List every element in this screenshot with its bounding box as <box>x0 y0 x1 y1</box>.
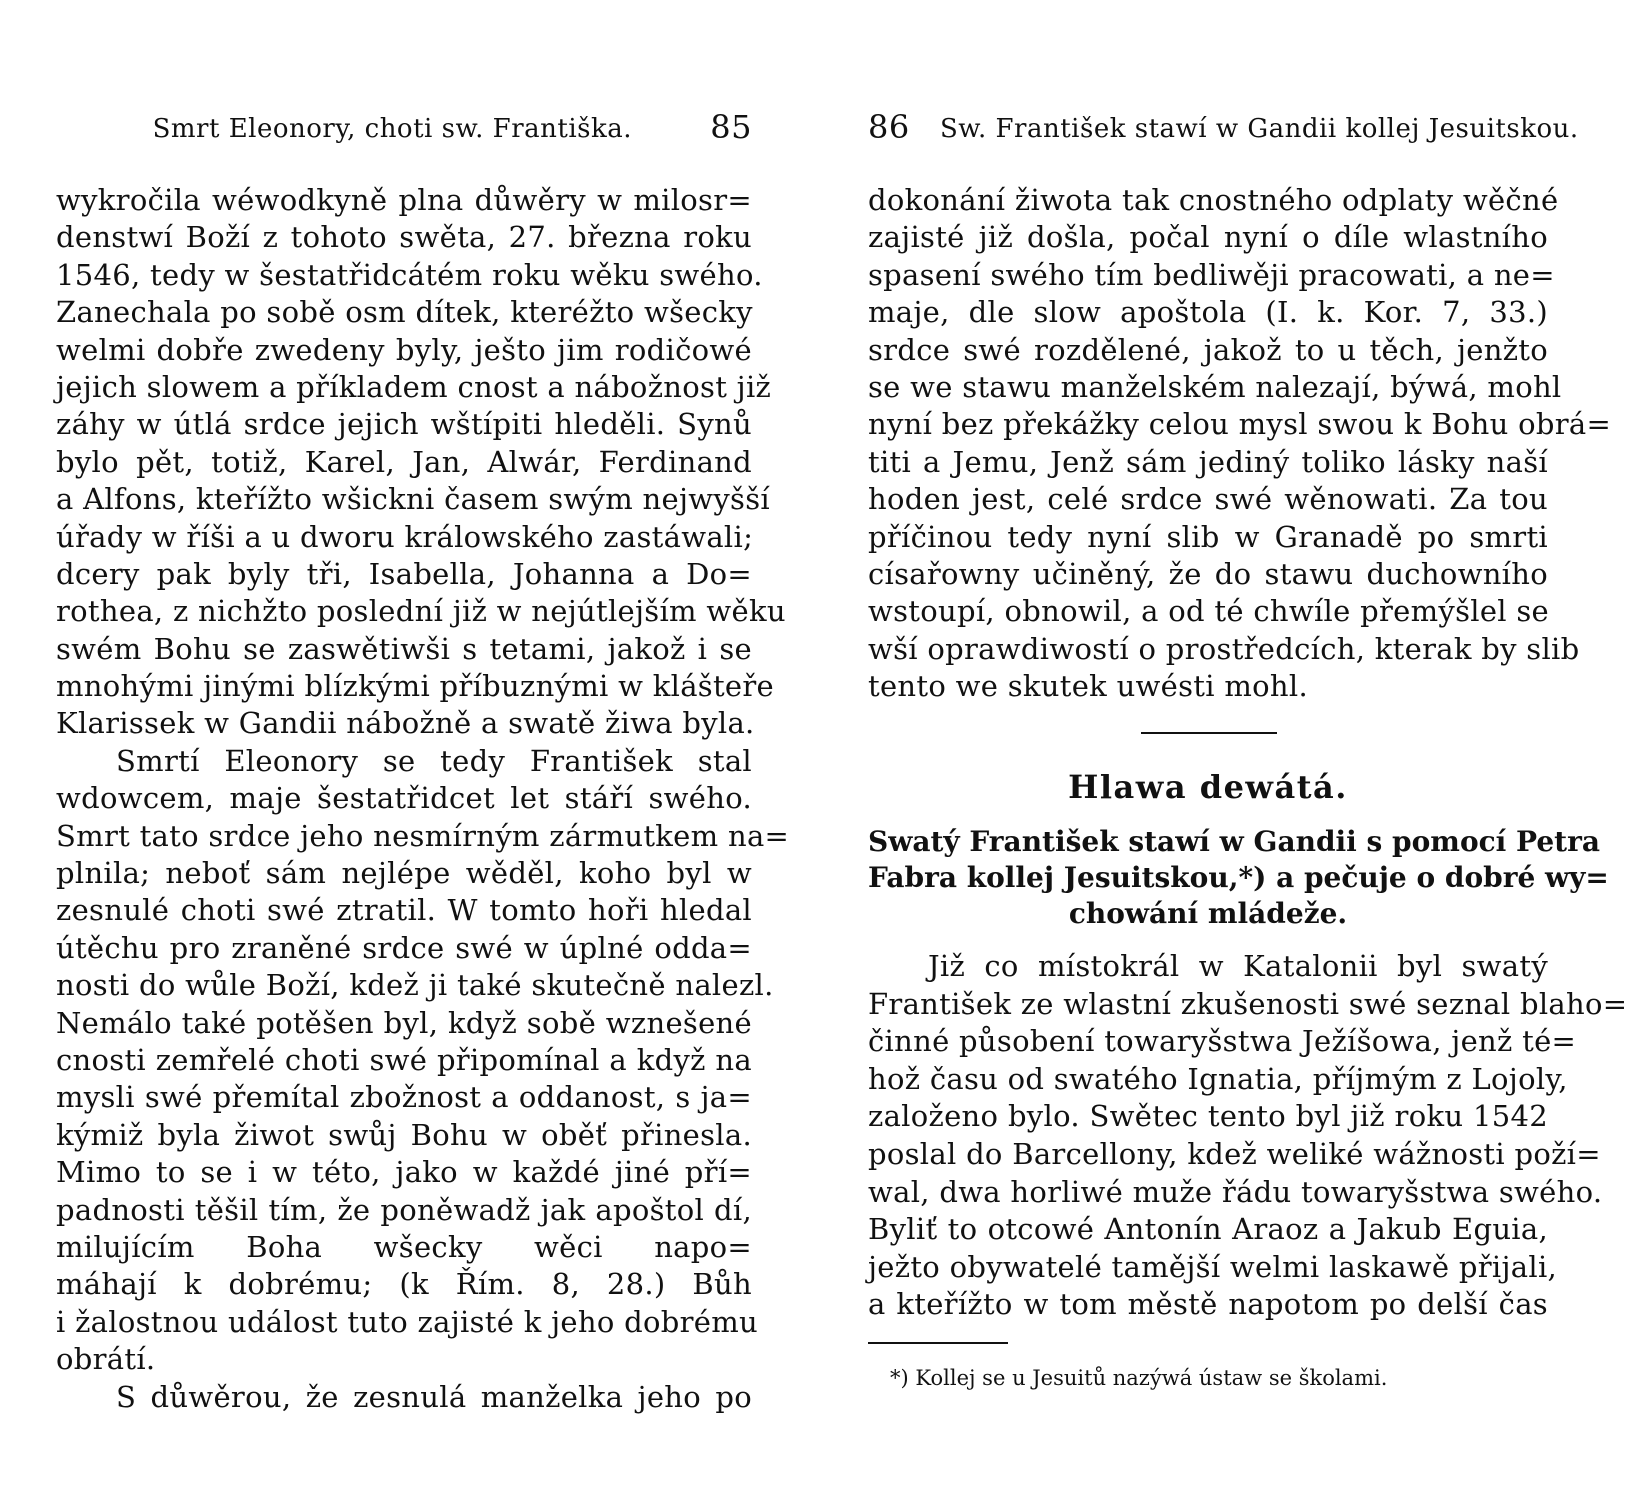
left-page <box>56 0 790 1500</box>
text-line: tento we skutek uwésti mohl. <box>868 669 1308 704</box>
text-line: příčinou tedy nyní slib w Granadě po smrti <box>868 519 1548 554</box>
text-line: padnosti těšil tím, že poněwadž jak apoštol dí, <box>56 1192 752 1227</box>
text-line: poslal do Barcellony, kdež weliké wážnosti poží= <box>868 1136 1601 1171</box>
section-divider <box>1141 732 1277 734</box>
text-line: Mimo to se i w této, jako w každé jiné pří= <box>56 1155 752 1190</box>
text-line: S důwěrou, že zesnulá manželka jeho po <box>116 1379 752 1414</box>
text-line: maje, dle slow apoštola (I. k. Kor. 7, 33.) <box>868 295 1548 330</box>
text-line: Byliť to otcowé Antonín Araoz a Jakub Eguia, <box>868 1212 1548 1247</box>
text-line: hoden jest, celé srdce swé wěnowati. Za tou <box>868 482 1548 517</box>
text-line: plnila; neboť sám nejlépe wěděl, koho byl w <box>56 856 752 891</box>
right-page-header <box>868 108 1579 148</box>
text-line: swém Bohu se zaswětiwši s tetami, jakož i se <box>56 631 752 666</box>
text-line: cnosti zemřelé choti swé připomínal a když na <box>56 1042 752 1077</box>
left-page-header <box>56 108 752 148</box>
text-line: kýmiž byla žiwot swůj Bohu w oběť přinesla. <box>56 1117 752 1152</box>
text-line: wal, dwa horliwé muže řádu towaryšstwa swého. <box>868 1174 1603 1209</box>
running-title: Smrt Eleonory, choti sw. Františka. <box>152 114 632 144</box>
chapter-text <box>868 948 1627 1324</box>
text-line: spasení swého tím bedliwěji pracowati, a ne= <box>868 257 1555 292</box>
text-line: jejich slowem a příkladem cnost a nábožnost již <box>56 369 772 404</box>
summary-line: Swatý František stawí w Gandii s pomocí Petra <box>868 825 1600 858</box>
text-line: úřady w říši a u dworu králowského zastáwali; <box>56 519 754 554</box>
text-line: mnohými jinými blízkými příbuznými w klášteře <box>56 669 775 704</box>
text-line: srdce swé rozdělené, jakož to u těch, jenžto <box>868 332 1548 367</box>
summary-line: chowání mládeže. <box>1068 897 1348 930</box>
text-line: nyní bez překážky celou mysl swou k Bohu obrá= <box>868 407 1612 442</box>
text-line: činné působení towaryšstwa Ježíšowa, jenž té= <box>868 1024 1577 1059</box>
text-line: a Alfons, kteřížto wšickni časem swým nejwyšší <box>56 482 770 517</box>
text-line: welmi dobře zwedeny byly, ješto jim rodičowé <box>56 332 752 367</box>
text-line: bylo pět, totiž, Karel, Jan, Alwár, Ferdinand <box>56 444 752 479</box>
left-page-text <box>56 182 790 1416</box>
text-line: založeno bylo. Swětec tento byl již roku 1542 <box>868 1099 1548 1134</box>
running-title: Sw. František stawí w Gandii kollej Jesuitskou. <box>940 114 1579 144</box>
text-line: císařowny učiněný, že do stawu duchowního <box>868 556 1548 591</box>
text-line: wykročila wéwodkyně plna důwěry w milosr= <box>56 183 752 217</box>
chapter-summary <box>868 824 1609 932</box>
text-line: František ze wlastní zkušenosti swé seznal blaho= <box>868 986 1627 1021</box>
text-line: a kteřížto w tom městě napotom po delší čas <box>868 1287 1548 1322</box>
right-page <box>868 0 1627 1500</box>
page-number: 86 <box>868 108 910 146</box>
chapter-title: Hlawa dewátá. <box>1068 768 1348 806</box>
text-line: se we stawu manželském nalezají, býwá, mohl <box>868 369 1562 404</box>
text-line: dokonání žiwota tak cnostného odplaty wěčné <box>868 183 1559 217</box>
text-line: i žalostnou událost tuto zajisté k jeho dobrému <box>56 1304 758 1339</box>
text-line: zesnulé choti swé ztratil. W tomto hoři hledal <box>56 893 752 928</box>
footnote: *) Kollej se u Jesuitů nazýwá ústaw se školami. <box>890 1366 1388 1390</box>
text-line: wdowcem, maje šestatřidcet let stáří swého. <box>56 781 752 816</box>
text-line: 1546, tedy w šestatřidcátém roku wěku swého. <box>56 257 763 292</box>
text-line: Smrt tato srdce jeho nesmírným zármutkem na= <box>56 818 790 853</box>
text-line: hož času od swatého Ignatia, příjmým z Lojoly, <box>868 1061 1568 1096</box>
text-line: Zanechala po sobě osm dítek, kteréžto wšecky <box>56 295 753 330</box>
text-line: Již co místokrál w Katalonii byl swatý <box>928 949 1548 983</box>
text-line: dcery pak byly tři, Isabella, Johanna a Do= <box>56 556 752 591</box>
summary-line: Fabra kollej Jesuitskou,*) a pečuje o dobré wy= <box>868 861 1609 894</box>
footnote-rule <box>868 1342 1008 1344</box>
text-line: obrátí. <box>56 1342 156 1377</box>
text-line: záhy w útlá srdce jejich wštípiti hleděli. Synů <box>56 407 752 442</box>
text-line: ježto obywatelé tamější welmi laskawě přijali, <box>868 1249 1558 1284</box>
text-line: útěchu pro zraněné srdce swé w úplné odda= <box>56 930 752 965</box>
text-line: Klarissek w Gandii nábožně a swatě žiwa byla. <box>56 706 755 741</box>
text-line: Smrtí Eleonory se tedy František stal <box>116 743 752 778</box>
page-number: 85 <box>710 108 752 146</box>
text-line: wší oprawdiwostí o prostředcích, kterak by slib <box>868 631 1580 666</box>
text-line: nosti do wůle Boží, kdež ji také skutečně nalezl. <box>56 968 774 1003</box>
text-line: denstwí Boží z tohoto swěta, 27. března roku <box>56 220 752 255</box>
text-line: rothea, z nichžto poslední již w nejútlejším wěku <box>56 594 786 629</box>
text-line: mysli swé přemítal zbožnost a oddanost, s ja= <box>56 1080 752 1115</box>
text-line: titi a Jemu, Jenž sám jediný toliko lásky naší <box>868 444 1548 479</box>
text-line: milujícím Boha wšecky wěci napo= <box>56 1229 752 1264</box>
right-page-text <box>868 182 1612 705</box>
text-line: zajisté již došla, počal nyní o díle wlastního <box>868 220 1548 255</box>
text-line: Nemálo také potěšen byl, když sobě wznešené <box>56 1005 752 1040</box>
text-line: wstoupí, obnowil, a od té chwíle přemýšlel se <box>868 594 1550 629</box>
text-line: máhají k dobrému; (k Řím. 8, 28.) Bůh <box>56 1267 752 1302</box>
